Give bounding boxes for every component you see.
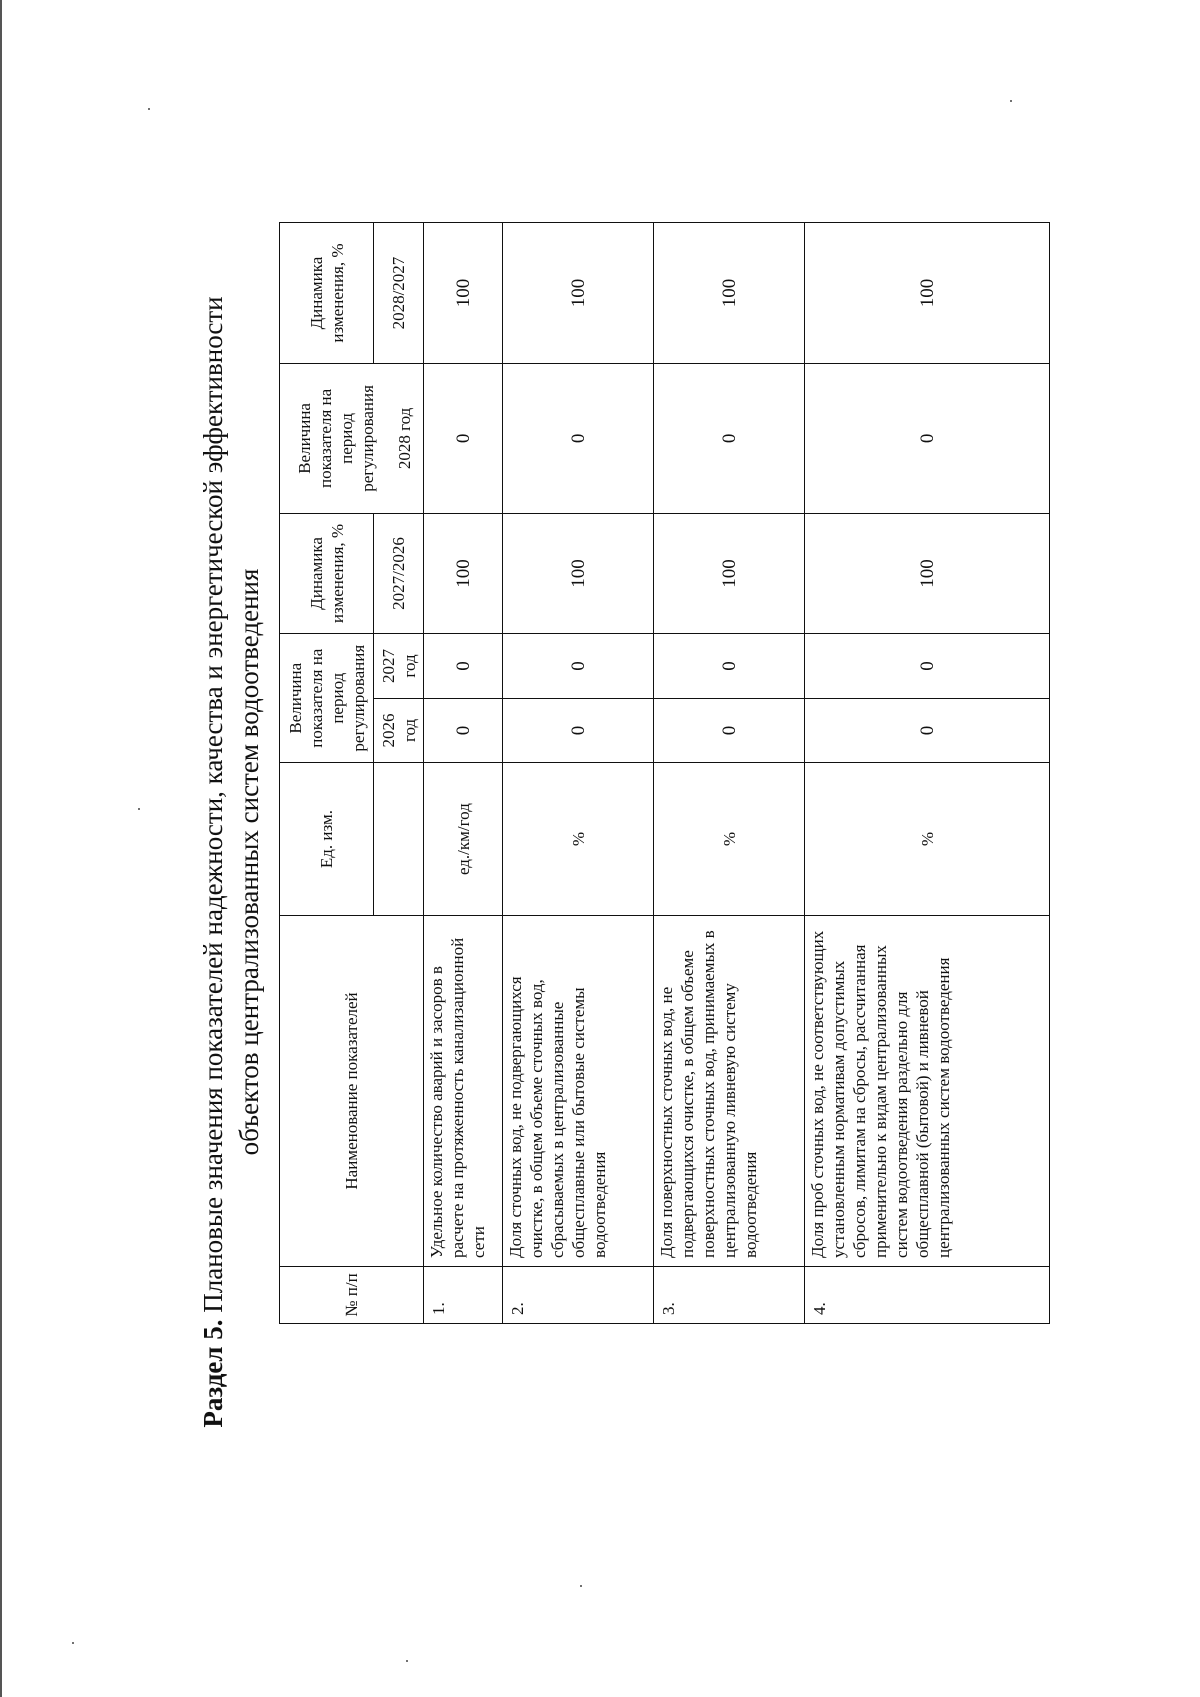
row-num: 2. [503,1266,654,1323]
row-unit: % [503,763,654,916]
row-unit: ед./км/год [424,763,503,916]
row-2026: 0 [654,698,805,762]
row-2026: 0 [805,698,1050,762]
row-name: Доля поверхностных сточных вод, не подвергающихся очистке, в общем объеме поверхностных сточных вод, принимаемых в централизованную ливневую систему водоотведения [654,916,805,1267]
header-name: Наименование показателей [280,916,424,1267]
row-2027: 0 [654,634,805,698]
row-dyn-2027-2026: 100 [424,513,503,634]
row-dyn-2028-2027: 100 [424,223,503,364]
table-row [654,223,805,1324]
row-num: 3. [654,1266,805,1323]
scan-speck [138,808,140,810]
table-row [424,223,503,1324]
row-dyn-2027-2026: 100 [503,513,654,634]
row-2028: 0 [805,364,1050,514]
header-unit: Ед. изм. [280,763,374,916]
row-2028: 0 [424,364,503,514]
row-name: Доля сточных вод, не подвергающихся очистке, в общем объеме сточных вод, сбрасываемых в централизованные общесплавные или бытовые системы водоотведения [503,916,654,1267]
row-num: 4. [805,1266,1050,1323]
header-value-period-2-text: Величина показателя на период регулирования [295,385,377,492]
subheader-2028: 2028 год [395,407,414,470]
row-name: Удельное количество аварий и засоров в расчете на протяженность канализационной сети [424,916,503,1267]
section-title [195,272,267,1452]
row-num: 1. [424,1266,503,1323]
row-dyn-2027-2026: 100 [654,513,805,634]
header-num: № п/п [280,1266,424,1323]
table-row [503,223,654,1324]
row-2028: 0 [654,364,805,514]
row-2027: 0 [424,634,503,698]
scan-speck [72,1642,74,1644]
row-2028: 0 [503,364,654,514]
row-2027: 0 [503,634,654,698]
section-title-line2: объектов централизованных систем водоотведения [234,568,264,1156]
scan-speck [406,1660,408,1662]
table-row [805,223,1050,1324]
header-value-period-1: Величина показателя на период регулирования [280,634,374,763]
row-name: Доля проб сточных вод, не соответствующих установленным нормативам допустимых сбросов, лимитам на сбросы, рассчитанная применительно к видам централизованных систем водоотведения раздельно для общесплавной (бытовой) и ливневой централизованных систем водоотведения [805,916,1050,1267]
subheader-2027-2026: 2027/2026 [374,513,424,634]
subheader-unit-empty [374,763,424,916]
row-2026: 0 [424,698,503,762]
header-dynamics-2: Динамика изменения, % [280,223,374,364]
row-dyn-2028-2027: 100 [654,223,805,364]
section-title-line1: Плановые значения показателей надежности, качества и энергетической эффективности [198,296,228,1320]
row-unit: % [654,763,805,916]
scan-speck [580,1585,582,1587]
row-2026: 0 [503,698,654,762]
header-value-period-2 [280,364,424,514]
subheader-2028-2027: 2028/2027 [374,223,424,364]
scan-speck [148,108,150,110]
row-dyn-2028-2027: 100 [805,223,1050,364]
row-unit: % [805,763,1050,916]
subheader-2027: 2027 год [374,634,424,698]
header-dynamics-1: Динамика изменения, % [280,513,374,634]
subheader-2026: 2026 год [374,698,424,762]
row-2027: 0 [805,634,1050,698]
row-dyn-2027-2026: 100 [805,513,1050,634]
header-row [280,223,374,1324]
indicators-table [279,222,1050,1324]
rotated-page [195,52,1200,1452]
row-dyn-2028-2027: 100 [503,223,654,364]
scan-edge [0,0,2,1697]
section-title-bold: Раздел 5. [198,1319,228,1428]
